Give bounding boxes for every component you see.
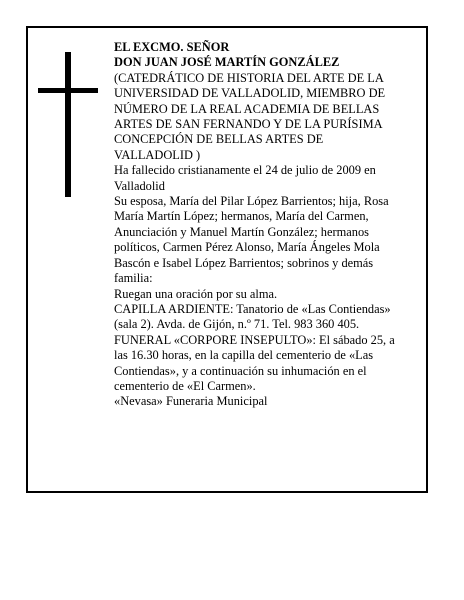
funeral-info: FUNERAL «CORPORE INSEPULTO»: El sábado 25, a las 16.30 horas, en la capilla del cementerio de «Las Contiendas», y a continuación su inhumación en el cementerio de «El Carmen». [114,332,395,393]
notice-title: EL EXCMO. SEÑOR [114,40,230,54]
chapel-info: CAPILLA ARDIENTE: Tanatorio de «Las Contiendas» (sala 2). Avda. de Gijón, n.º 71. Tel. 983 360 405. [114,301,391,332]
cross-horizontal-bar [38,88,98,93]
obituary-text [114,40,430,410]
deceased-credentials: (CATEDRÁTICO DE HISTORIA DEL ARTE DE LA UNIVERSIDAD DE VALLADOLID, MIEMBRO DE NÚMERO DE LA REAL ACADEMIA DE BELLAS ARTES DE SAN FERNANDO Y DE LA PURÍSIMA CONCEPCIÓN DE BELLAS ARTES DE VALLADOLID ) [114,70,386,162]
cross-vertical-bar [65,52,71,197]
funeral-home: «Nevasa» Funeraria Municipal [114,394,268,409]
cross-icon [38,52,98,197]
prayer-request: Ruegan una oración por su alma. [114,286,278,301]
deceased-name: DON JUAN JOSÉ MARTÍN GONZÁLEZ [114,55,340,70]
death-announcement: Ha fallecido cristianamente el 24 de julio de 2009 en Valladolid [114,163,376,193]
family-list: Su esposa, María del Pilar López Barrientos; hija, Rosa María Martín López; hermanos, María del Carmen, Anunciación y Manuel Martín González; hermanos políticos, Carmen Pérez Alonso, María Ángeles Mola Bascón e Isabel López Barrientos; sobrinos y demás familia: [114,194,389,286]
